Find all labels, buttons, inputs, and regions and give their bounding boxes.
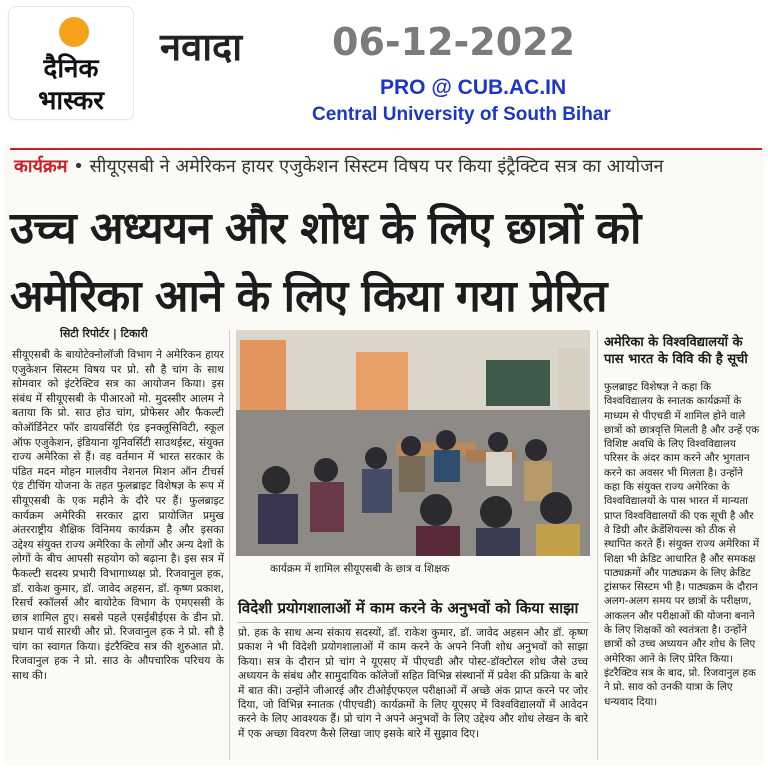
- top-rule: [10, 148, 762, 150]
- article-column-1: [12, 348, 224, 684]
- subheading-rule: [238, 622, 590, 623]
- column-divider-1: [229, 330, 230, 760]
- logo-text-line1: दैनिक: [43, 54, 99, 84]
- pro-contact: PRO @ CUB.AC.IN: [380, 76, 567, 99]
- sidebar-heading: अमेरिका के विश्वविद्यालयों के पास भारत के विवि की है सूची: [604, 335, 748, 367]
- university-name: Central University of South Bihar: [312, 104, 611, 125]
- column-3-text: फुलब्राइट विशेषज्ञ ने कहा कि विश्वविद्यालय के स्नातक कार्यक्रमों के माध्यम से पीएचडी में शामिल होने वाले छात्रों को छात्रवृत्ति मिलती है और उन्हें एक विशिष्ट अवधि के लिए विश्वविद्यालय परिसर के अंदर काम करने और भुगतान करने का अवसर भी मिलता है। उन्होंने कहा कि संयुक्त राज्य अमेरिका के विश्वविद्यालयों के पास भारत में मान्यता प्राप्त विश्वविद्यालयों की एक सूची है और वे डिग्री और क्रेडेंशियल्स को ठीक से स्थापित करते हैं। संयुक्त राज्य अमेरिका में शिक्षा भी क्रेडिट आधारित है और समकक्ष पाठ्यक्रमों और पाठ्यक्रम के लिए क्रेडिट ट्रांसफर सिस्टम भी है। पाठ्यक्रम के दौरान अलग-अलग समय पर छात्रों के परीक्षण, आकलन और परीक्षाओं की योजना बनाने के लिए शिक्षकों को स्वतंत्रता है। उन्होंने छात्रों को उच्च अध्ययन और शोध के लिए अमेरिका आने के लिए प्रेरित किया। इंटरैक्टिव सत्र के बाद, प्रो. रिजवानुल हक ने प्रो. साव को उनकी यात्रा के लिए धन्यवाद दिया।: [604, 381, 760, 708]
- headline-line-1: उच्च अध्ययन और शोध के लिए छात्रों को: [10, 203, 641, 254]
- section-subheading: विदेशी प्रयोगशालाओं में काम करने के अनुभवों को किया साझा: [238, 599, 579, 617]
- column-divider-2: [597, 330, 598, 760]
- edition-city: नवादा: [160, 25, 243, 69]
- category-label: कार्यक्रम: [14, 156, 68, 177]
- headline-line-2: अमेरिका आने के लिए किया गया प्रेरित: [10, 271, 607, 322]
- kicker-text: • सीयूएसबी ने अमेरिकन हायर एजुकेशन सिस्टम विषय पर किया इंट्रैक्टिव सत्र का आयोजन: [67, 156, 664, 177]
- logo-text-line2: भास्कर: [38, 86, 104, 116]
- article-kicker: [14, 154, 664, 178]
- column-1-text: सीयूएसबी के बायोटेक्नोलॉजी विभाग ने अमेरिकन हायर एजुकेशन सिस्टम विषय पर प्रो. सौ है चांग के साथ सोमवार को इंटरेक्टिव सत्र का आयोजन किया। इस संबंध में सीयूएसबी के पीआरओ मो. मुदस्सीर आलम ने बताया कि प्रो. साउ होउ चांग, प्रोफेसर और फैकल्टी कोऑर्डिनेटर फॉर डायवर्सिटी एंड इनक्लूसिविटी, स्कूल ऑफ एजुकेशन, इंडियाना यूनिवर्सिटी साउथईस्ट, संयुक्त राज्य अमेरिका से हैं। वह वर्तमान में भारत सरकार के पंडित मदन मोहन मालवीय नेशनल मिशन ऑन टीचर्स एंड टीचिंग योजना के तहत फुलब्राइट विशेषज्ञ के रूप में सीयूएसबी के एक महीने के दौरे पर हैं। फुलब्राइट कार्यक्रम अमेरिकी सरकार द्वारा प्रायोजित प्रमुख अंतरराष्ट्रीय शैक्षिक विनिमय कार्यक्रम है और इसका उद्देश्य संयुक्त राज्य अमेरिका के लोगों और अन्य देशों के लोगों के बीच आपसी सहयोग को बढ़ाना है। इस सत्र में फैकल्टी सदस्य प्रभारी विभागाध्यक्ष प्रो. रिजवानुल हक, डॉ. राकेश कुमार, डॉ. जावेद अहसन, डॉ. कृष्ण प्रकाश, रिसर्च स्कॉलर्स और बायोटेक विभाग के एमएससी के छात्र शामिल हुए। सबसे पहले एसईबीईएस के डीन प्रो. प्रधान पार्थ सारथी और प्रो. रिजवानुल हक ने प्रो. सौ है चांग का स्वागत किया। इंटरैक्टिव सत्र की शुरुआत प्रो. रिजवानुल हक ने प्रो. साउ के औपचारिक परिचय के साथ की।: [12, 349, 224, 683]
- article-column-3: [604, 380, 762, 709]
- edition-date: 06-12-2022: [332, 20, 576, 64]
- classroom-photo: [236, 330, 590, 556]
- dainik-bhaskar-logo: [8, 6, 134, 120]
- sun-icon: [59, 17, 89, 47]
- article-column-2: [238, 626, 588, 741]
- photo-caption: कार्यक्रम में शामिल सीयूएसबी के छात्र व शिक्षक: [270, 563, 450, 575]
- column-2-text: प्रो. हक के साथ अन्य संकाय सदस्यों, डॉ. राकेश कुमार, डॉ. जावेद अहसन और डॉ. कृष्ण प्रकाश ने भी विदेशी प्रयोगशालाओं में काम करने के अपने निजी शोध अनुभवों को साझा किया। सत्र के दौरान प्रो चांग ने यूएसए में पीएचडी और पोस्ट-डॉक्टोरल शोध जैसे उच्च अध्ययन के संबंध और सामुदायिक कॉलेजों सहित विभिन्न संस्थानों में प्रवेश की प्रक्रिया के बारे में बात की। उन्होंने जीआरई और टीओईएफएल परीक्षाओं में अच्छे अंक प्राप्त करने पर जोर दिया, जो विभिन्न स्नातक (पीएचडी) कार्यक्रमों के लिए यूएसए में विश्वविद्यालयों में आवेदन करने के लिए आवश्यक हैं। प्रो चांग ने अपने अनुभवों के लिए उद्देश्य और शोध लेखन के बारे में एक अच्छा विवरण कैसे लिखा जाए इसके बारे में सुझाव दिए।: [238, 627, 588, 740]
- byline: सिटी रिपोर्टर | टिकारी: [60, 327, 148, 340]
